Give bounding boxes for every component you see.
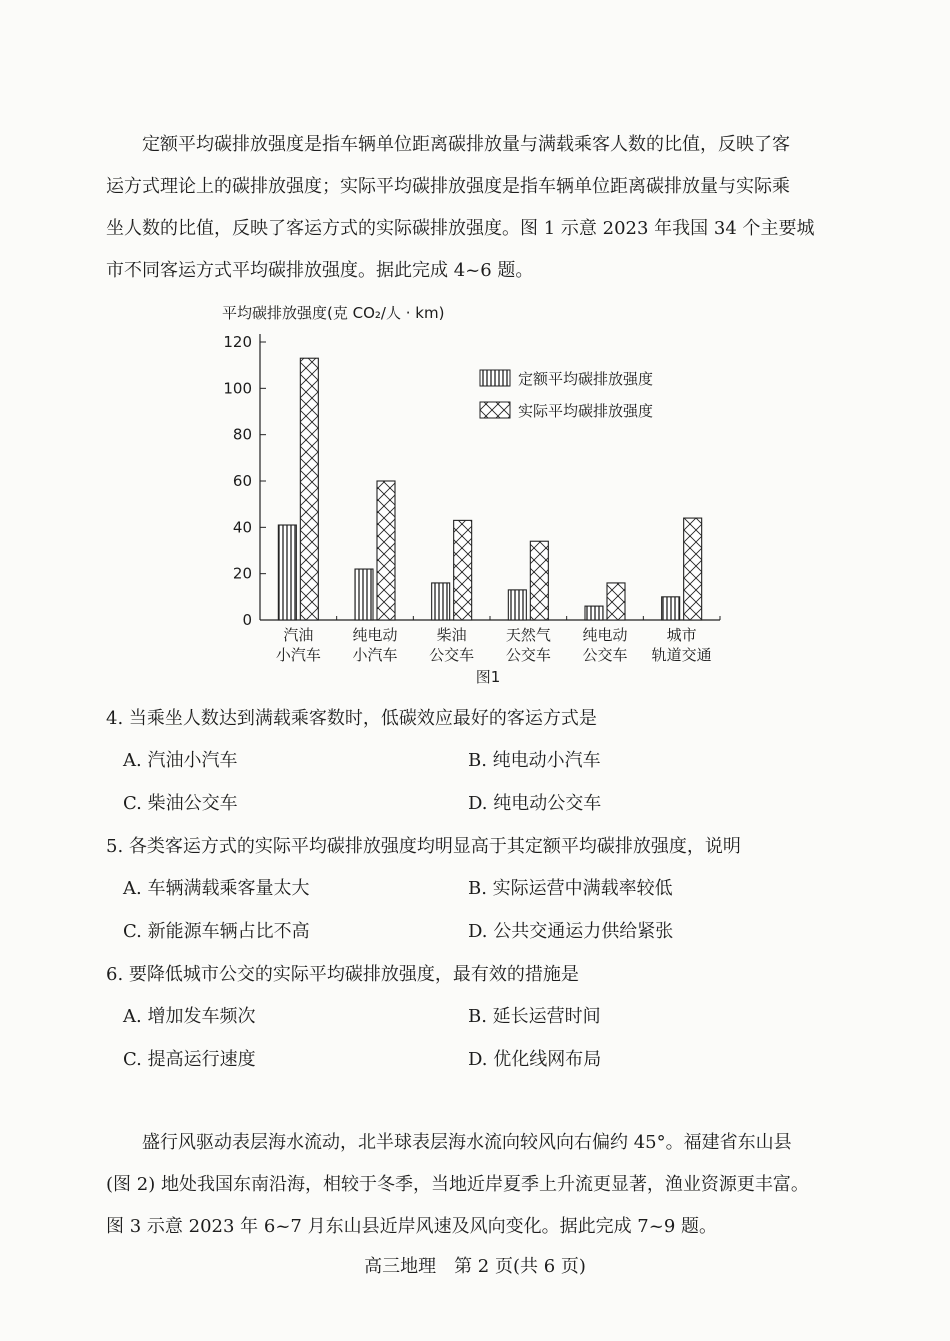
bar-actual-intensity: [607, 583, 625, 620]
q5-option-a: A. 车辆满载乘客量太大: [123, 878, 310, 899]
bar-rated-intensity: [662, 597, 680, 620]
x-tick-label: 柴油: [436, 626, 467, 644]
x-tick-label: 公交车: [505, 646, 551, 664]
question-6-stem: 6. 要降低城市公交的实际平均碳排放强度，最有效的措施是: [106, 964, 579, 985]
x-tick-label: 纯电动: [352, 626, 398, 644]
q4-option-a: A. 汽油小汽车: [123, 750, 238, 771]
y-axis-title: 平均碳排放强度(克 CO₂/人 · km): [222, 304, 445, 322]
bar-actual-intensity: [454, 520, 472, 620]
legend: [480, 370, 653, 420]
q5-option-b: B. 实际运营中满载率较低: [468, 878, 673, 899]
x-tick-label: 轨道交通: [651, 646, 712, 664]
legend-swatch: [480, 402, 510, 418]
bar-rated-intensity: [508, 590, 526, 620]
intro-line: 坐人数的比值，反映了客运方式的实际碳排放强度。图 1 示意 2023 年我国 34 个主要城: [106, 218, 815, 239]
intro-line: 市不同客运方式平均碳排放强度。据此完成 4~6 题。: [106, 260, 534, 281]
x-tick-label: 城市: [666, 626, 697, 644]
intro-line: 定额平均碳排放强度是指车辆单位距离碳排放量与满载乘客人数的比值，反映了客: [142, 134, 790, 155]
question-5-stem: 5. 各类客运方式的实际平均碳排放强度均明显高于其定额平均碳排放强度，说明: [106, 836, 741, 857]
q4-option-d: D. 纯电动公交车: [468, 793, 602, 814]
y-tick-label: 120: [223, 333, 252, 351]
x-tick-label: 汽油: [283, 626, 314, 644]
x-tick-label: 公交车: [582, 646, 628, 664]
x-tick-label: 小汽车: [275, 646, 321, 664]
y-tick-label: 100: [223, 379, 252, 398]
intro-line: 运方式理论上的碳排放强度；实际平均碳排放强度是指车辆单位距离碳排放量与实际乘: [106, 176, 790, 197]
y-tick-label: 60: [232, 472, 252, 490]
y-tick-label: 40: [232, 518, 252, 537]
page-footer: 高三地理 第 2 页(共 6 页): [364, 1256, 586, 1277]
x-tick-label: 公交车: [429, 646, 475, 664]
legend-label: 定额平均碳排放强度: [518, 370, 654, 388]
bar-actual-intensity: [684, 518, 702, 620]
x-tick-label: 天然气: [505, 626, 551, 644]
q6-option-c: C. 提高运行速度: [123, 1049, 256, 1070]
bars: [278, 358, 701, 620]
y-tick-label: 80: [232, 425, 252, 444]
outro-line: 图 3 示意 2023 年 6~7 月东山县近岸风速及风向变化。据此完成 7~9 题。: [106, 1216, 718, 1237]
q6-option-b: B. 延长运营时间: [468, 1006, 601, 1027]
y-tick-label: 0: [242, 611, 252, 629]
bar-rated-intensity: [432, 583, 450, 620]
legend-swatch: [480, 370, 510, 386]
legend-label: 实际平均碳排放强度: [518, 402, 654, 420]
figure-1-bar-chart: [210, 296, 730, 696]
q6-option-a: A. 增加发车频次: [123, 1006, 256, 1027]
figure-caption: 图1: [475, 668, 501, 686]
intro-paragraph: [106, 124, 846, 292]
bar-actual-intensity: [300, 358, 318, 620]
y-tick-label: 20: [232, 564, 252, 583]
x-tick-label: 纯电动: [582, 626, 628, 644]
x-axis-labels: [276, 626, 712, 664]
x-tick-label: 小汽车: [352, 646, 398, 664]
question-4-stem: 4. 当乘坐人数达到满载乘客数时，低碳效应最好的客运方式是: [106, 708, 597, 729]
bar-rated-intensity: [585, 606, 603, 620]
q5-option-c: C. 新能源车辆占比不高: [123, 921, 310, 942]
bar-rated-intensity: [355, 569, 373, 620]
bar-actual-intensity: [530, 541, 548, 620]
bar-rated-intensity: [278, 525, 296, 620]
outro-line: (图 2) 地处我国东南沿海，相较于冬季，当地近岸夏季上升流更显著，渔业资源更丰富。: [106, 1174, 809, 1195]
bar-actual-intensity: [377, 481, 395, 620]
q4-option-c: C. 柴油公交车: [123, 793, 238, 814]
q6-option-d: D. 优化线网布局: [468, 1049, 602, 1070]
outro-paragraph: [106, 1122, 846, 1248]
outro-line: 盛行风驱动表层海水流动，北半球表层海水流向较风向右偏约 45°。福建省东山县: [142, 1132, 792, 1153]
q5-option-d: D. 公共交通运力供给紧张: [468, 921, 674, 942]
q4-option-b: B. 纯电动小汽车: [468, 750, 601, 771]
